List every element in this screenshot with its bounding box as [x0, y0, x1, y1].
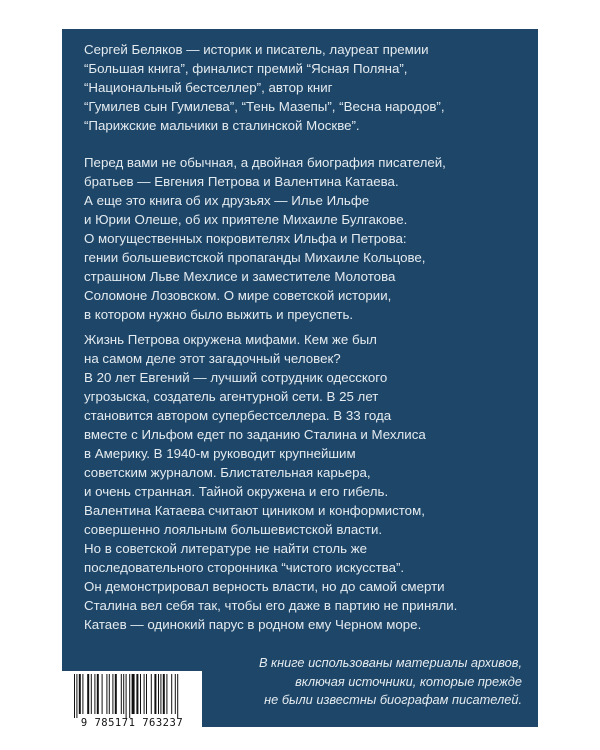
barcode-bar [166, 674, 167, 714]
intro-paragraph [84, 153, 446, 324]
barcode-bar [97, 674, 99, 714]
barcode-bar [132, 674, 135, 714]
story-line: совершенно лояльным большевистской власти. [84, 522, 383, 537]
barcode-bar [87, 674, 89, 714]
bio-line: Сергей Беляков — историк и писатель, лауреат премии [84, 42, 429, 57]
intro-line: страшном Льве Мехлисе и заместителе Молотова [84, 269, 396, 284]
intro-line: Соломоне Лозовском. О мире советской истории, [84, 288, 392, 303]
bio-line: “Большая книга”, финалист премий “Ясная Поляна”, [84, 61, 408, 76]
barcode-bar [163, 674, 165, 714]
barcode [62, 671, 202, 731]
intro-line: О могущественных покровителях Ильфа и Петрова: [84, 231, 407, 246]
intro-line: братьев — Евгения Петрова и Валентина Катаева. [84, 174, 399, 189]
note-line: не были известны биографам писателей. [264, 692, 522, 707]
story-line: вместе с Ильфом едет по заданию Сталина и Мехлиса [84, 427, 426, 442]
story-line: в Америку. В 1940-м руководит крупнейшим [84, 446, 356, 461]
barcode-bar [154, 674, 156, 714]
barcode-bar [115, 674, 117, 714]
intro-line: гении большевистской пропаганды Михаиле Кольцове, [84, 250, 426, 265]
bio-line: “Национальный бестселлер”, автор книг [84, 80, 333, 95]
bio-line: “Парижские мальчики в сталинской Москве”. [84, 118, 360, 133]
story-line: становится автором супербестселлера. В 33 года [84, 408, 392, 423]
barcode-bar [144, 674, 145, 714]
barcode-bar [123, 674, 124, 714]
intro-line: и Юрии Олеше, об их приятеле Михаиле Булгакове. [84, 212, 408, 227]
story-line: последовательного сторонника “чистого искусства”. [84, 560, 405, 575]
story-line: Катаев — одинокий парус в родном ему Черном море. [84, 617, 422, 632]
barcode-bar [129, 674, 130, 718]
intro-line: Перед вами не обычная, а двойная биография писателей, [84, 155, 446, 170]
story-line: советским журналом. Блистательная карьера, [84, 465, 371, 480]
barcode-bar [109, 674, 110, 714]
story-line: В 20 лет Евгений — лучший сотрудник одесского [84, 370, 388, 385]
barcode-bar [74, 674, 75, 718]
story-line: и очень странная. Тайной окружена и его гибель. [84, 484, 389, 499]
barcode-bar [121, 674, 122, 714]
author-bio [84, 40, 445, 135]
barcode-bar [158, 674, 159, 714]
barcode-bar [106, 674, 107, 714]
barcode-bar [177, 674, 178, 718]
barcode-bar [82, 674, 83, 714]
barcode-bar [79, 674, 81, 714]
intro-line: А еще это книга об их друзьях — Илье Ильфе [84, 193, 370, 208]
bio-line: “Гумилев сын Гумилева”, “Тень Мазепы”, “Весна народов”, [84, 99, 445, 114]
barcode-bar [91, 674, 92, 714]
story-line: Но в советской литературе не найти столь же [84, 541, 367, 556]
intro-line: в котором нужно было выжить и преуспеть. [84, 307, 354, 322]
barcode-bar [136, 674, 138, 714]
barcode-bar [146, 674, 147, 714]
story-line: Валентина Катаева считают циником и конформистом, [84, 503, 425, 518]
barcode-bar [76, 674, 77, 718]
barcode-bar [171, 674, 172, 714]
barcode-bar [175, 674, 176, 714]
isbn-number: 9 785171 763237 [80, 717, 184, 729]
story-line: угрозыска, создатель агентурной сети. В 25 лет [84, 389, 379, 404]
note-line: В книге использованы материалы архивов, [258, 655, 522, 670]
story-line: Сталина вел себя так, чтобы его даже в партию не приняли. [84, 598, 458, 613]
barcode-bar [151, 674, 152, 714]
barcode-bar [160, 674, 161, 714]
barcode-bars [74, 674, 190, 718]
story-line: Он демонстрировал верность власти, но до самой смерти [84, 579, 445, 594]
story-line: на самом деле этот загадочный человек? [84, 351, 341, 366]
barcode-bar [102, 674, 103, 714]
barcode-bar [140, 674, 141, 714]
barcode-bar [94, 674, 95, 714]
barcode-bar [112, 674, 113, 714]
archive-note [222, 654, 522, 710]
note-line: включая источники, которые прежде [295, 673, 522, 689]
story-paragraph [84, 330, 457, 634]
barcode-bar [126, 674, 127, 718]
story-line: Жизнь Петрова окружена мифами. Кем же был [84, 332, 377, 347]
